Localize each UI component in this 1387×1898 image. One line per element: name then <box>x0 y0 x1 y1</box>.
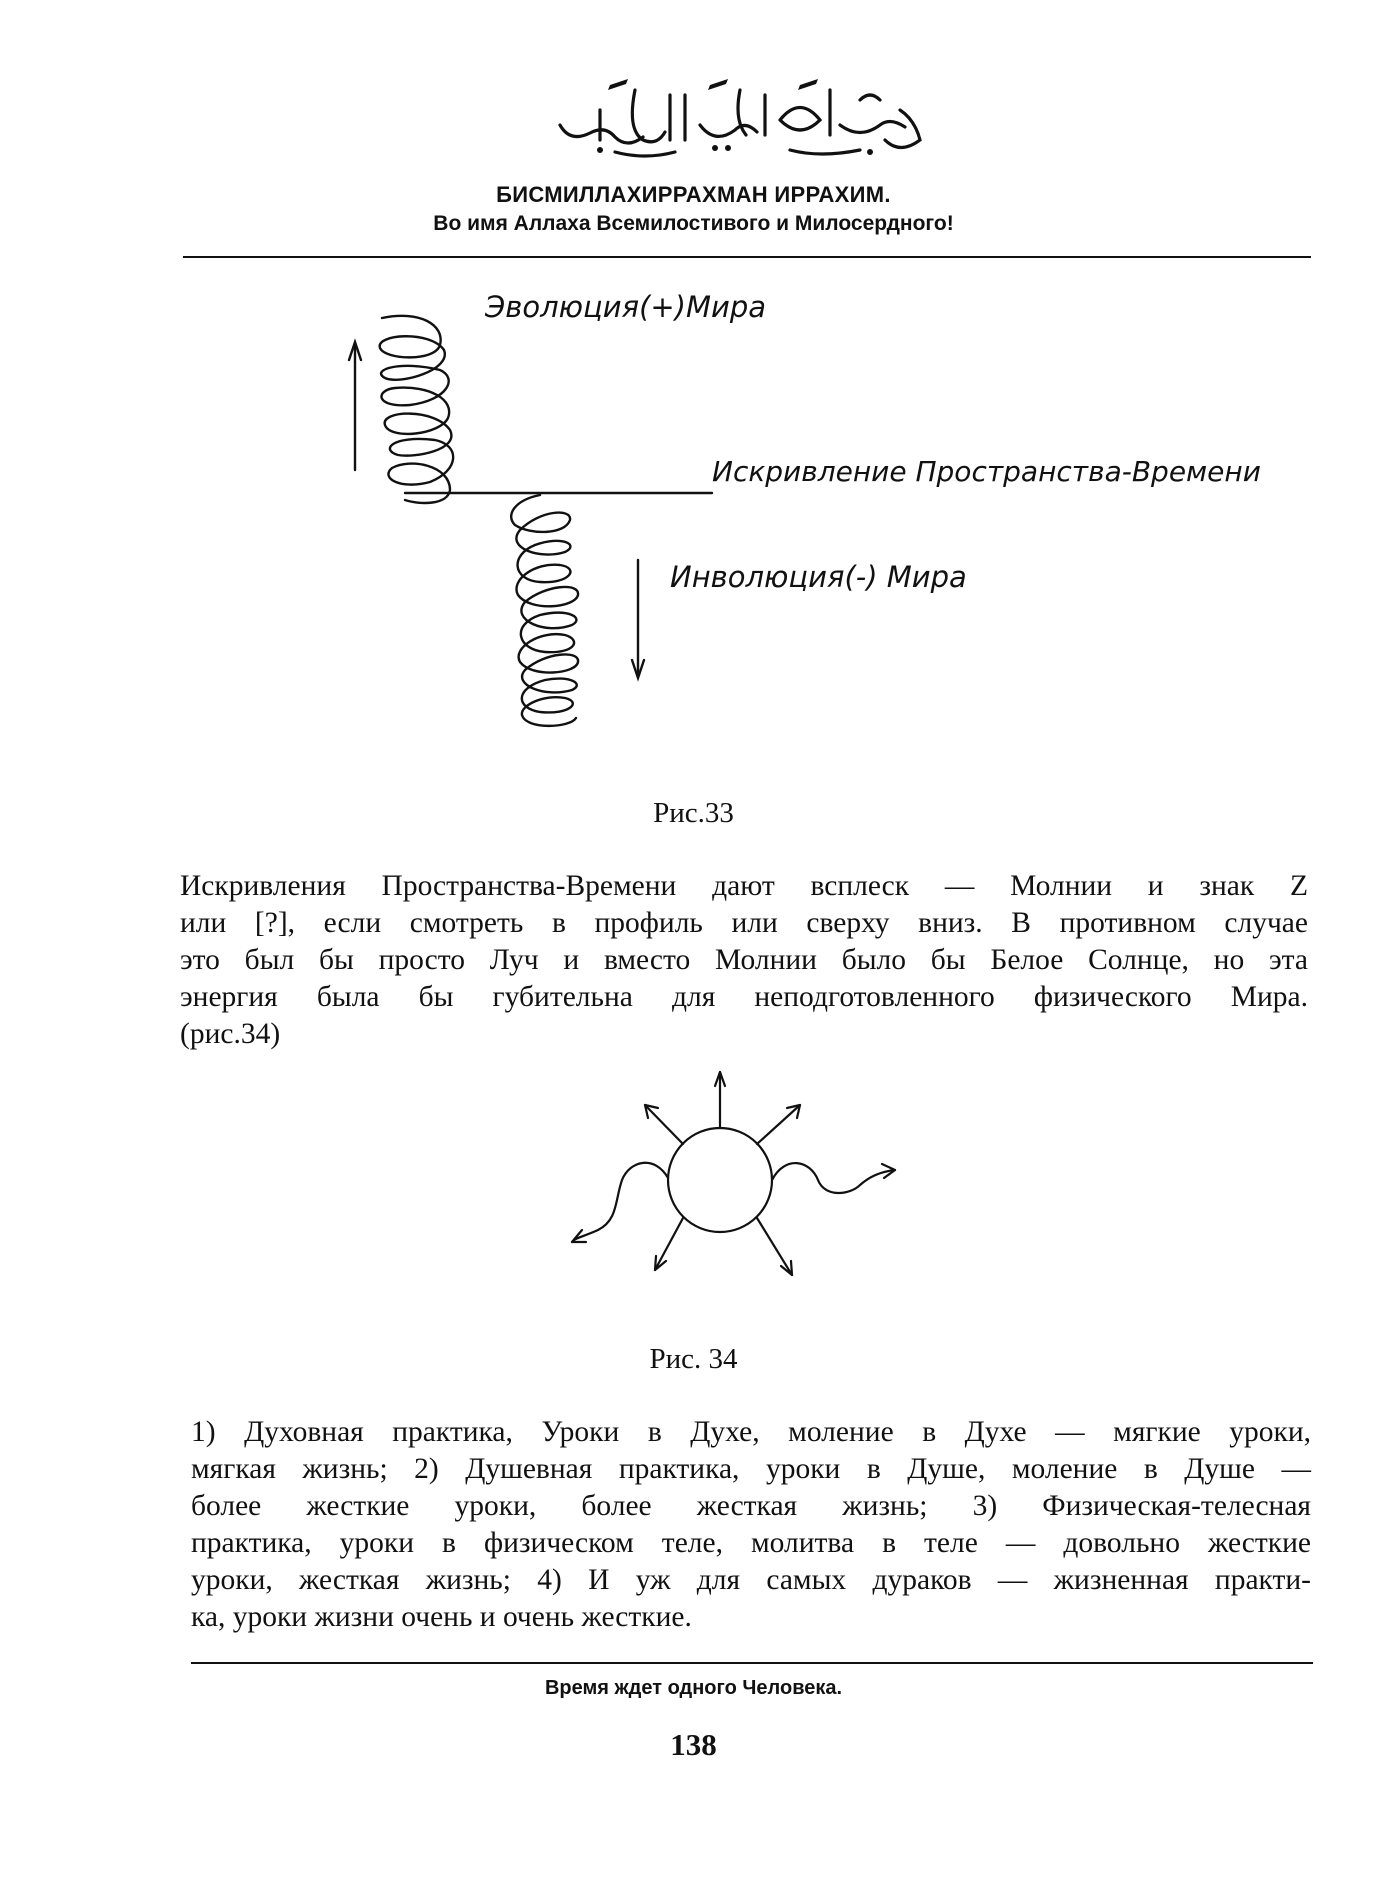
label-involution: Инволюция(-) Мира <box>670 560 967 594</box>
paragraph-2-line: более жесткие уроки, более жесткая жизнь; 3) Физическая-телесная <box>191 1490 1311 1522</box>
footer-text: Время ждет одного Человека. <box>544 1677 843 1699</box>
figure-34-caption: Рис. 34 <box>649 1343 738 1375</box>
figure-33-diagram <box>340 290 1240 760</box>
evolution-spiral <box>380 316 453 503</box>
paragraph-2-line: мягкая жизнь; 2) Душевная практика, уроки в Душе, моление в Душе — <box>191 1453 1311 1485</box>
paragraph-1-line: Искривления Пространства-Времени дают всплеск — Молнии и знак Z <box>180 870 1308 902</box>
header-divider <box>183 256 1311 258</box>
paragraph-1 <box>180 868 1308 1053</box>
paragraph-2-line: уроки, жесткая жизнь; 4) И уж для самых дураков — жизненная практи- <box>191 1564 1311 1596</box>
label-evolution: Эволюция(+)Мира <box>485 290 767 324</box>
paragraph-1-line: (рис.34) <box>180 1018 281 1050</box>
figure-34-diagram <box>560 1060 920 1290</box>
paragraph-2-line: ка, уроки жизни очень и очень жесткие. <box>191 1601 692 1633</box>
paragraph-1-line: или [?], если смотреть в профиль или сверху вниз. В противном случае <box>180 907 1308 939</box>
figure-33 <box>340 290 1240 760</box>
page-number: 138 <box>670 1727 717 1762</box>
paragraph-2-line: 1) Духовная практика, Уроки в Духе, моление в Духе — мягкие уроки, <box>191 1416 1311 1448</box>
involution-spiral <box>511 495 578 726</box>
bismillah-calligraphy <box>540 70 940 165</box>
header-title: БИСМИЛЛАХИРРАХМАН ИРРАХИМ. <box>496 182 891 207</box>
label-spacetime-curvature: Искривление Пространства-Времени <box>712 455 1261 488</box>
paragraph-2-line: практика, уроки в физическом теле, молитва в теле — довольно жесткие <box>191 1527 1311 1559</box>
header-subtitle: Во имя Аллаха Всемилостивого и Милосердного! <box>433 212 954 235</box>
calligraphy-image <box>540 70 940 165</box>
paragraph-1-line: энергия была бы губительна для неподготовленного физического Мира. <box>180 981 1308 1013</box>
figure-34 <box>560 1060 920 1290</box>
footer-divider <box>191 1662 1313 1664</box>
paragraph-1-line: это был бы просто Луч и вместо Молнии было бы Белое Солнце, но эта <box>180 944 1308 976</box>
figure-33-caption: Рис.33 <box>653 797 734 829</box>
paragraph-2 <box>191 1414 1311 1636</box>
